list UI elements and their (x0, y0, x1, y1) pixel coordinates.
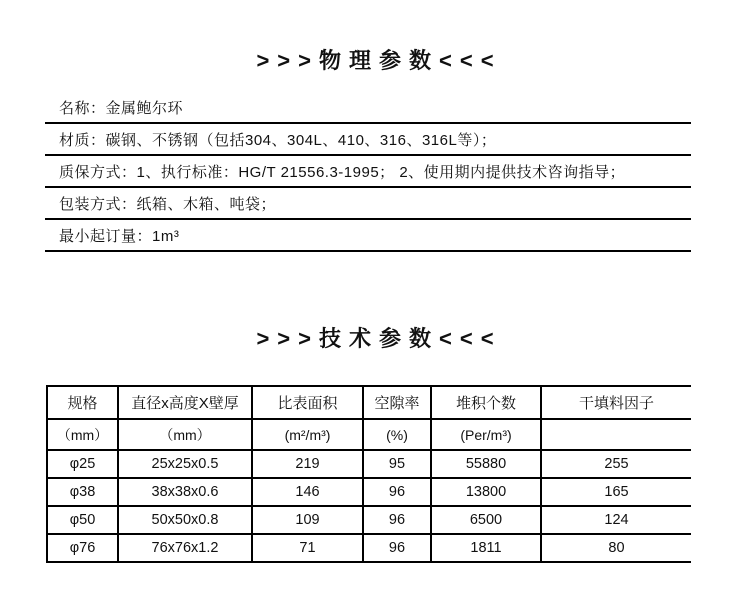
column-unit-pieces: (Per/m³) (431, 419, 541, 450)
table-unit-row (47, 419, 691, 450)
column-unit-surface-area: (m²/m³) (252, 419, 363, 450)
param-row-material: 材质：碳钢、不锈钢（包括304、304L、410、316、316L等）； (45, 124, 691, 156)
table-cell: 71 (252, 534, 363, 562)
table-cell: 55880 (431, 450, 541, 478)
table-header-row (47, 386, 691, 419)
physical-params-list (45, 92, 691, 252)
technical-params-table (46, 385, 691, 563)
table-cell: 109 (252, 506, 363, 534)
param-row-name: 名称：金属鲍尔环 (45, 92, 691, 124)
table-row (47, 506, 691, 534)
physical-params-title: >>>物理参数<<< (256, 48, 502, 73)
param-row-packing: 包装方式：纸箱、木箱、吨袋； (45, 188, 691, 220)
table-cell: 96 (363, 478, 431, 506)
column-unit-packing-factor (541, 419, 691, 450)
table-cell: 1811 (431, 534, 541, 562)
table-cell: 96 (363, 506, 431, 534)
table-cell: φ50 (47, 506, 118, 534)
table-cell: 96 (363, 534, 431, 562)
column-header-pieces: 堆积个数 (431, 386, 541, 419)
table-cell: 146 (252, 478, 363, 506)
table-cell: 95 (363, 450, 431, 478)
column-unit-spec: （mm） (47, 419, 118, 450)
table-cell: φ76 (47, 534, 118, 562)
table-cell: 124 (541, 506, 691, 534)
table-cell: 6500 (431, 506, 541, 534)
table-cell: 25x25x0.5 (118, 450, 252, 478)
table-cell: 38x38x0.6 (118, 478, 252, 506)
table-cell: 255 (541, 450, 691, 478)
table-cell: 50x50x0.8 (118, 506, 252, 534)
column-header-dimensions: 直径x高度X壁厚 (118, 386, 252, 419)
table-cell: 80 (541, 534, 691, 562)
column-header-void-rate: 空隙率 (363, 386, 431, 419)
table-cell: 76x76x1.2 (118, 534, 252, 562)
param-row-warranty: 质保方式：1、执行标准：HG/T 21556.3-1995； 2、使用期内提供技术咨询指导； (45, 156, 691, 188)
table-cell: 13800 (431, 478, 541, 506)
table-row (47, 450, 691, 478)
table-cell: φ38 (47, 478, 118, 506)
column-header-packing-factor: 干填料因子 (541, 386, 691, 419)
table-cell: 219 (252, 450, 363, 478)
column-unit-void-rate: (%) (363, 419, 431, 450)
column-unit-dimensions: （mm） (118, 419, 252, 450)
table-cell: φ25 (47, 450, 118, 478)
column-header-surface-area: 比表面积 (252, 386, 363, 419)
table-row (47, 534, 691, 562)
technical-params-title: >>>技术参数<<< (256, 326, 502, 351)
table-cell: 165 (541, 478, 691, 506)
column-header-spec: 规格 (47, 386, 118, 419)
table-row (47, 478, 691, 506)
param-row-moq: 最小起订量：1m³ (45, 220, 691, 252)
